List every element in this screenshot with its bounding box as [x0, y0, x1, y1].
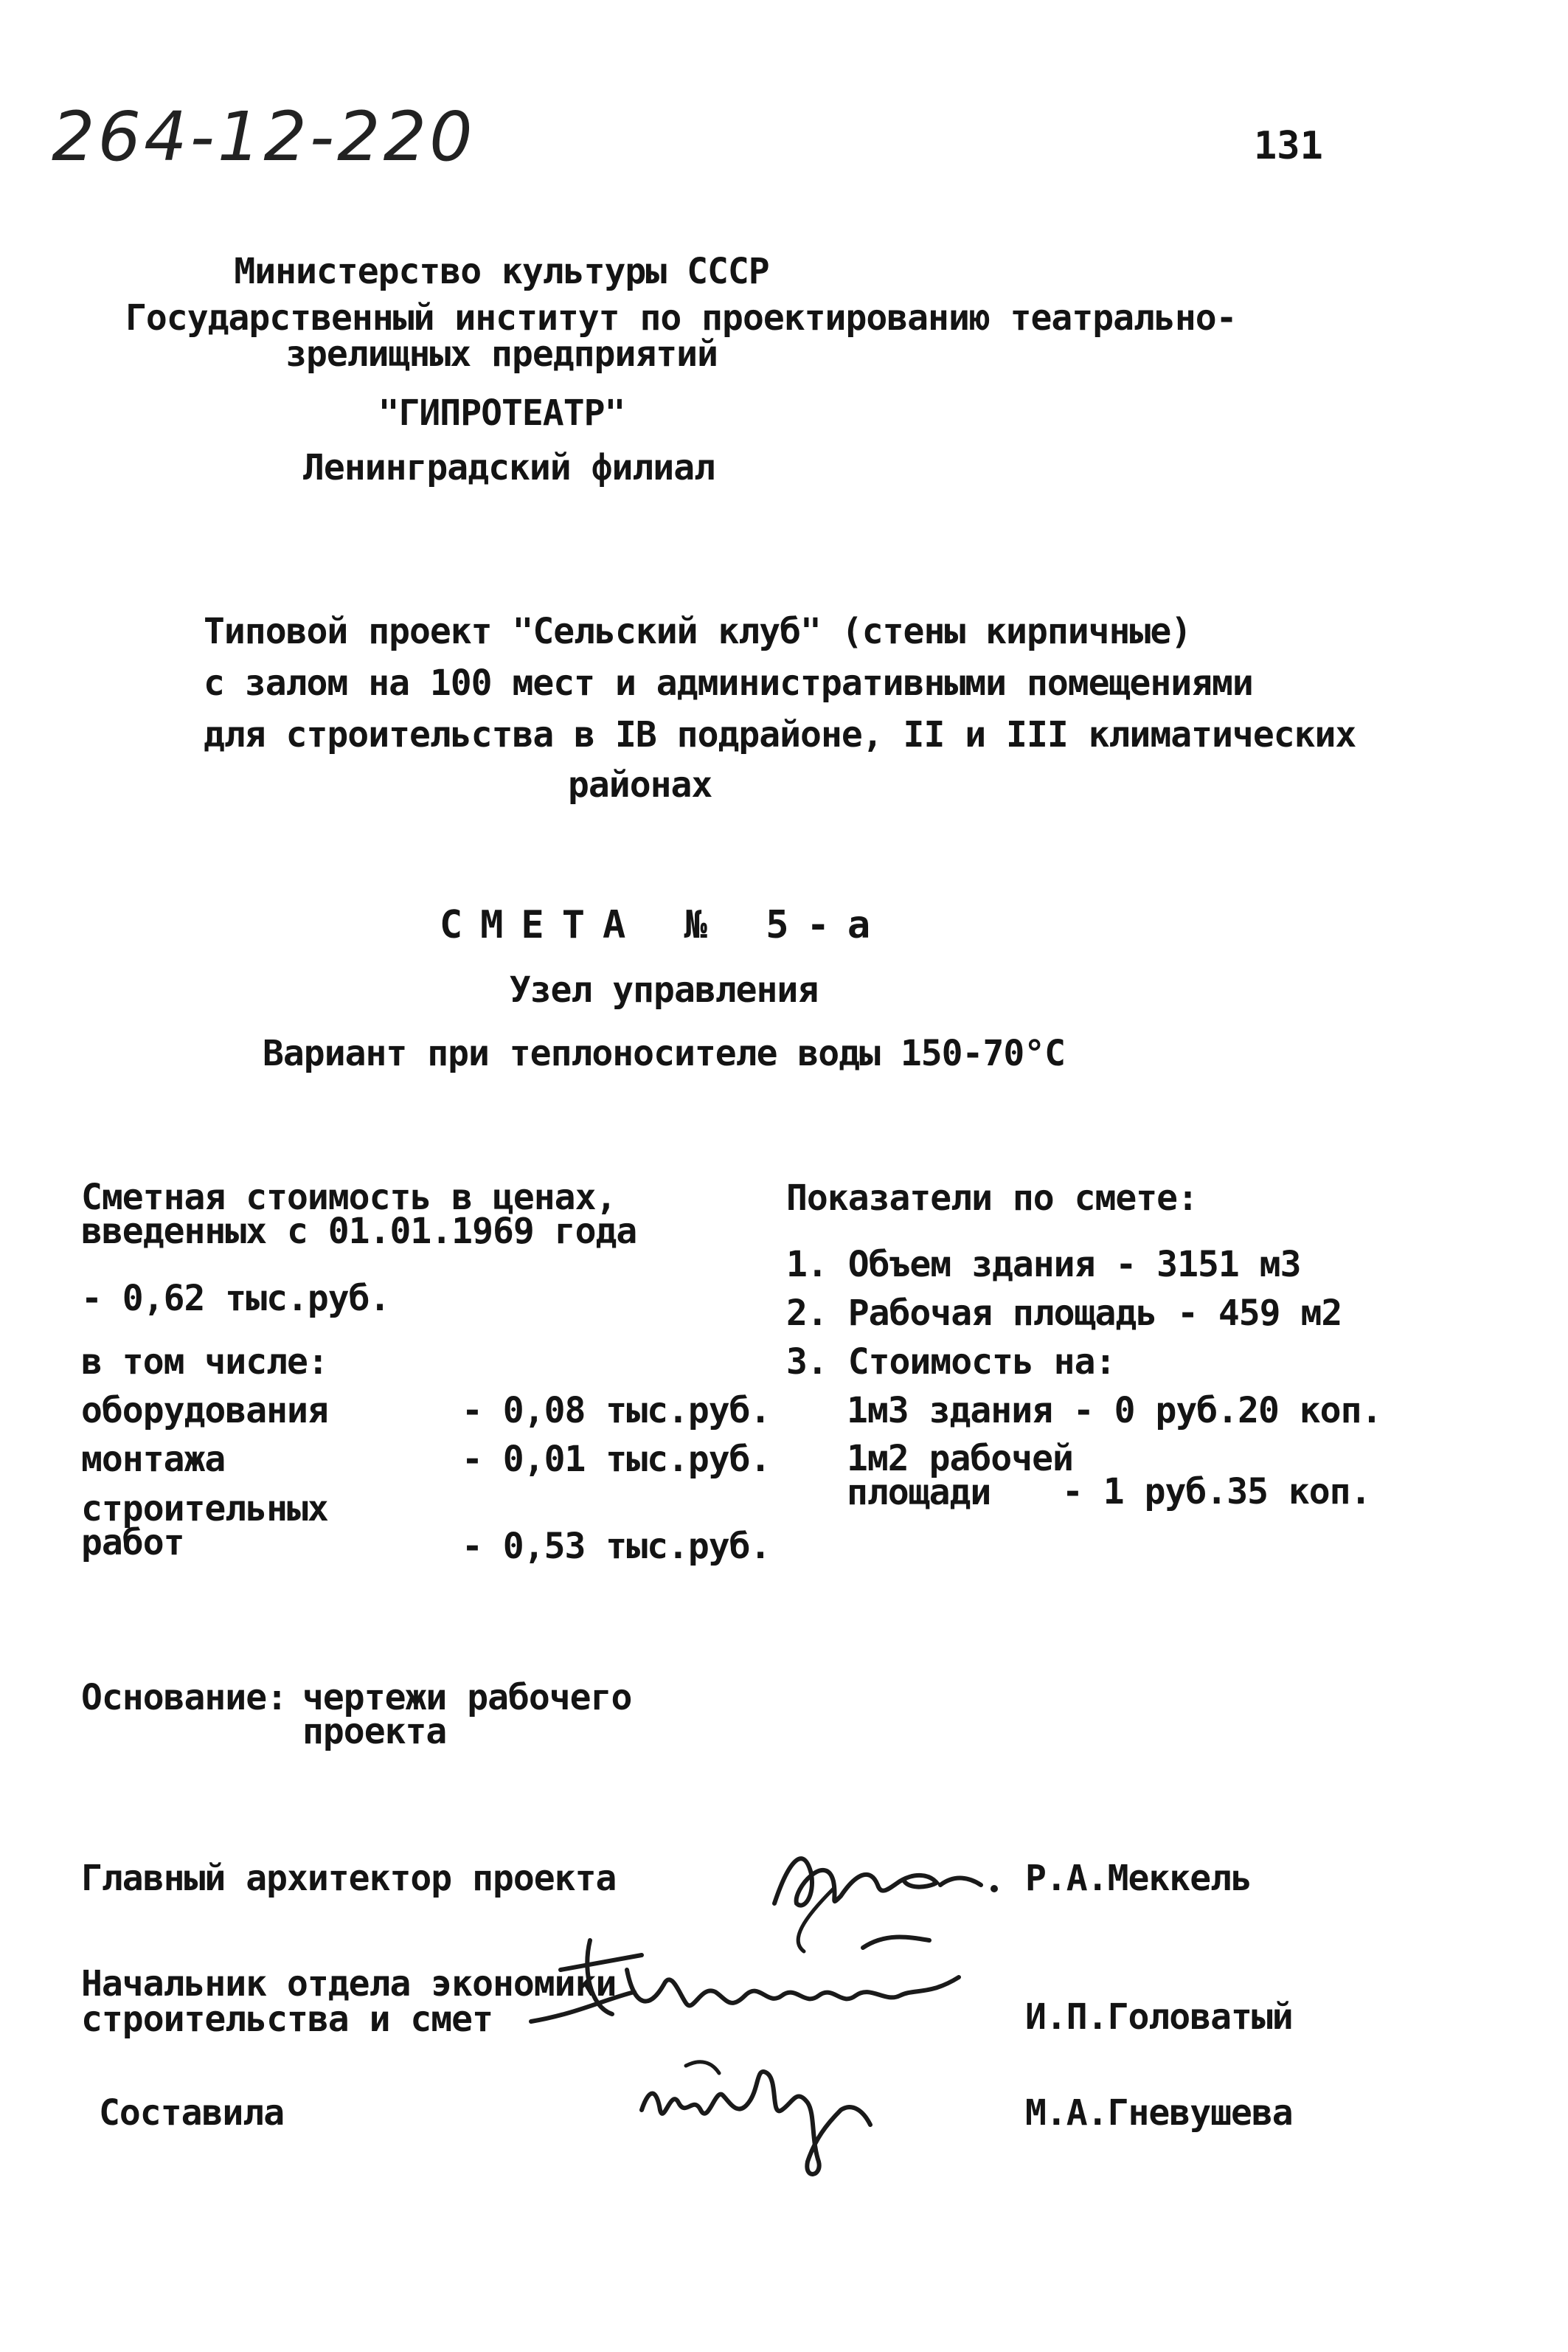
org-name: "ГИПРОТЕАТР"	[378, 392, 625, 434]
cost-item-label: строительных	[81, 1488, 328, 1529]
estimate-title: СМЕТА № 5-а	[439, 903, 889, 947]
cost-label-line-1: Сметная стоимость в ценах,	[81, 1177, 617, 1218]
basis-line-1: чертежи рабочего	[302, 1677, 632, 1718]
estimate-subject: Узел управления	[509, 969, 819, 1011]
signature-name: Р.А.Меккель	[1025, 1858, 1252, 1899]
cost-item-label: оборудования	[81, 1390, 328, 1431]
basis-line-2: проекта	[302, 1711, 447, 1752]
indicator-area: 2. Рабочая площадь - 459 м2	[786, 1293, 1342, 1334]
project-line-1: Типовой проект "Сельский клуб" (стены кирпичные)	[204, 611, 1192, 652]
signature-role: Главный архитектор проекта	[81, 1858, 617, 1899]
indicator-cost-per-m2-value: - 1 руб.35 коп.	[1062, 1471, 1371, 1512]
signature-role: Начальник отдела экономики	[81, 1963, 617, 2005]
basis-label: Основание:	[81, 1677, 287, 1718]
signature-name: И.П.Головатый	[1025, 1996, 1293, 2038]
estimate-variant: Вариант при теплоносителе воды 150-70°С	[263, 1033, 1066, 1074]
signature-gnevusheva-icon	[627, 2021, 922, 2191]
institute-line-2: зрелищных предприятий	[285, 333, 718, 375]
indicator-cost-per-m2-label-2: площади	[847, 1472, 991, 1513]
cost-item-value: - 0,08 тыс.руб.	[462, 1390, 771, 1431]
indicator-cost-per-m2-label: 1м2 рабочей	[847, 1438, 1073, 1479]
signature-role-2: строительства и смет	[81, 1999, 493, 2040]
cost-including: в том числе:	[81, 1341, 328, 1383]
page-number: 131	[1254, 124, 1323, 168]
indicator-cost-heading: 3. Стоимость на:	[786, 1341, 1116, 1383]
cost-item-value: - 0,01 тыс.руб.	[462, 1439, 771, 1480]
handwritten-doc-number: 264-12-220	[52, 97, 476, 176]
cost-total: - 0,62 тыс.руб.	[81, 1278, 390, 1319]
project-line-3: для строительства в IB подрайоне, II и III климатических	[204, 714, 1356, 755]
signature-golovaty-icon	[516, 1926, 1003, 2036]
signature-role: Составила	[99, 2092, 285, 2134]
institute-line-1: Государственный институт по проектированию театрально-	[125, 297, 1237, 339]
cost-item-label: монтажа	[81, 1439, 226, 1480]
indicator-cost-per-m3: 1м3 здания - 0 руб.20 коп.	[847, 1390, 1382, 1431]
cost-label-line-2: введенных с 01.01.1969 года	[81, 1211, 637, 1252]
signature-name: М.А.Гневушева	[1025, 2092, 1293, 2134]
indicators-heading: Показатели по смете:	[786, 1177, 1198, 1219]
ministry-line: Министерство культуры СССР	[234, 251, 769, 292]
cost-item-value: - 0,53 тыс.руб.	[462, 1526, 771, 1567]
project-line-2: с залом на 100 мест и административными помещениями	[204, 663, 1253, 704]
project-line-4: районах	[568, 764, 712, 806]
branch-line: Ленинградский филиал	[303, 447, 715, 488]
indicator-volume: 1. Объем здания - 3151 м3	[786, 1244, 1301, 1285]
cost-item-label-2: работ	[81, 1522, 184, 1563]
